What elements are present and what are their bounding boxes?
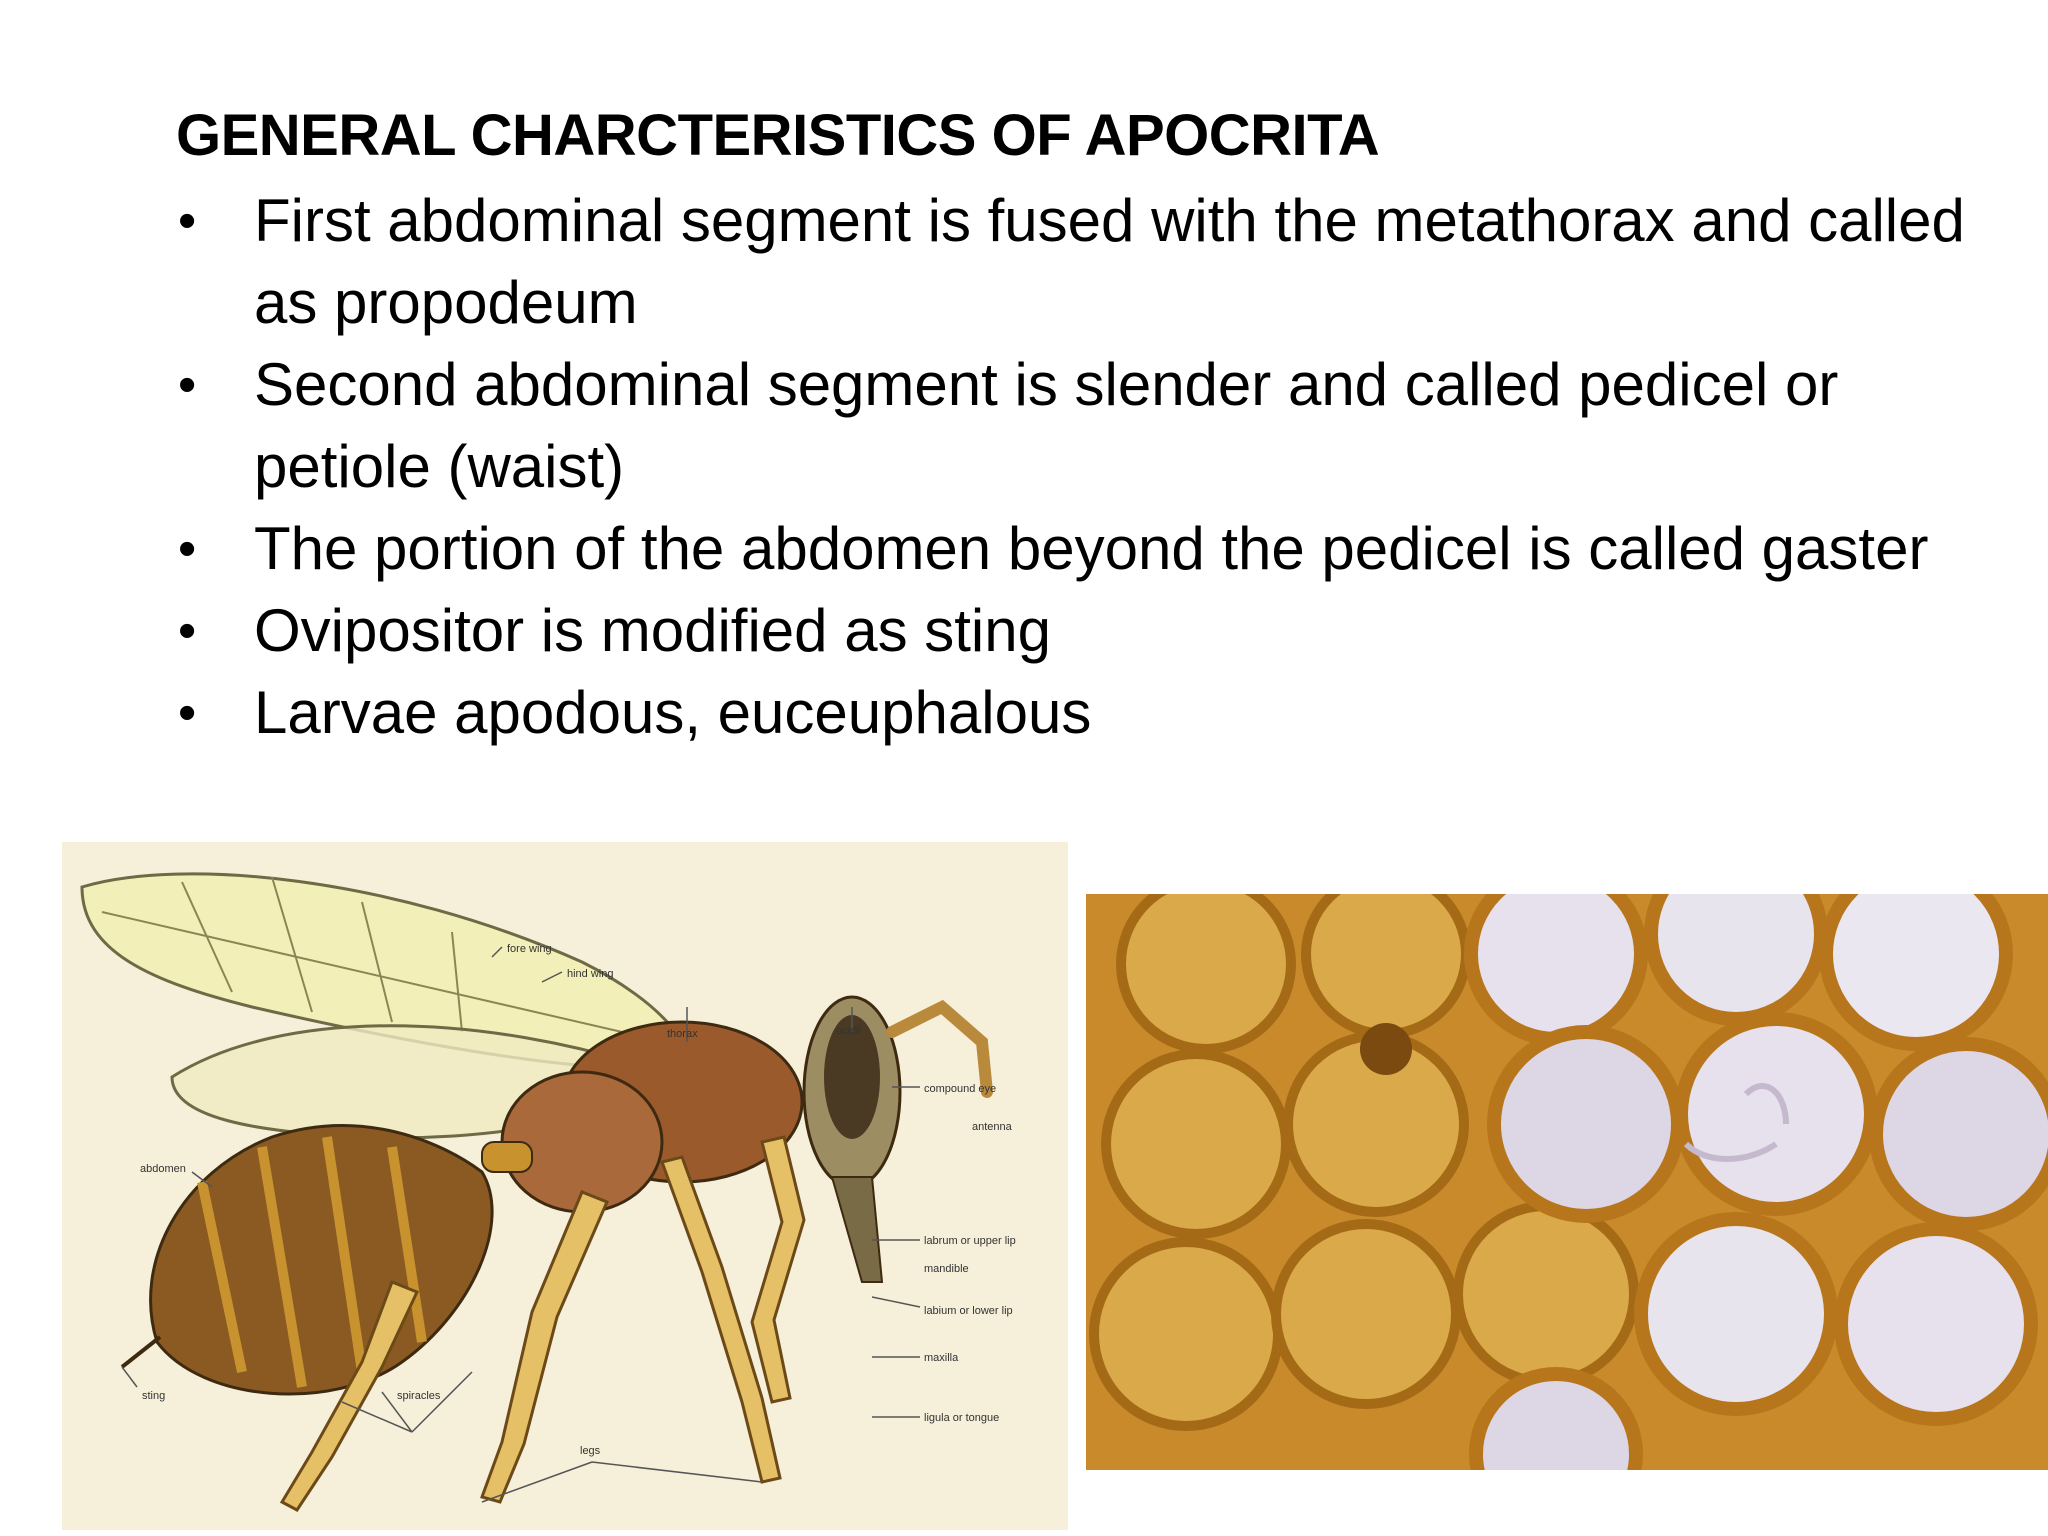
bullet-item [176,508,1976,590]
slide-title: GENERAL CHARCTERISTICS OF APOCRITA [176,103,1380,168]
insect-anatomy-diagram [62,842,1068,1530]
bullet-list [176,180,1976,754]
honeycomb-larvae-photo [1086,894,2048,1470]
bullet-text: Larvae apodous, euceuphalous [254,679,1092,746]
bullet-item [176,344,1976,508]
bullet-icon: • [178,356,197,414]
label-compound-eye: compound eye [924,1083,997,1095]
bullet-icon: • [178,684,197,742]
label-legs: legs [580,1445,601,1457]
label-abdomen: abdomen [140,1163,186,1175]
bullet-text: Second abdominal segment is slender and called pedicel or petiole (waist) [254,351,1839,500]
label-ligula: ligula or tongue [924,1412,1000,1424]
label-mandible: mandible [924,1263,969,1275]
label-labrum: labrum or upper lip [924,1235,1016,1247]
label-maxilla: maxilla [924,1352,959,1364]
bullet-item [176,590,1976,672]
bullet-text: First abdominal segment is fused with the metathorax and called as propodeum [254,187,1965,336]
label-thorax: thorax [667,1028,698,1040]
bullet-icon: • [178,602,197,660]
bullet-item [176,180,1976,344]
bullet-text: Ovipositor is modified as sting [254,597,1051,664]
label-labium: labium or lower lip [924,1305,1013,1317]
label-fore-wing: fore wing [507,943,552,955]
bullet-icon: • [178,520,197,578]
bullet-item [176,672,1976,754]
label-spiracles: spiracles [397,1390,441,1402]
anatomy-illustration [62,842,1068,1530]
label-ocelli: ocelli [836,1025,862,1037]
label-sting: sting [142,1390,166,1402]
honeycomb-illustration [1086,894,2048,1470]
label-hind-wing: hind wing [567,968,614,980]
bullet-text: The portion of the abdomen beyond the pedicel is called gaster [254,515,1929,582]
larva-cells-group [1471,894,2048,1470]
label-antenna: antenna [972,1121,1012,1133]
bullet-icon: • [178,192,197,250]
